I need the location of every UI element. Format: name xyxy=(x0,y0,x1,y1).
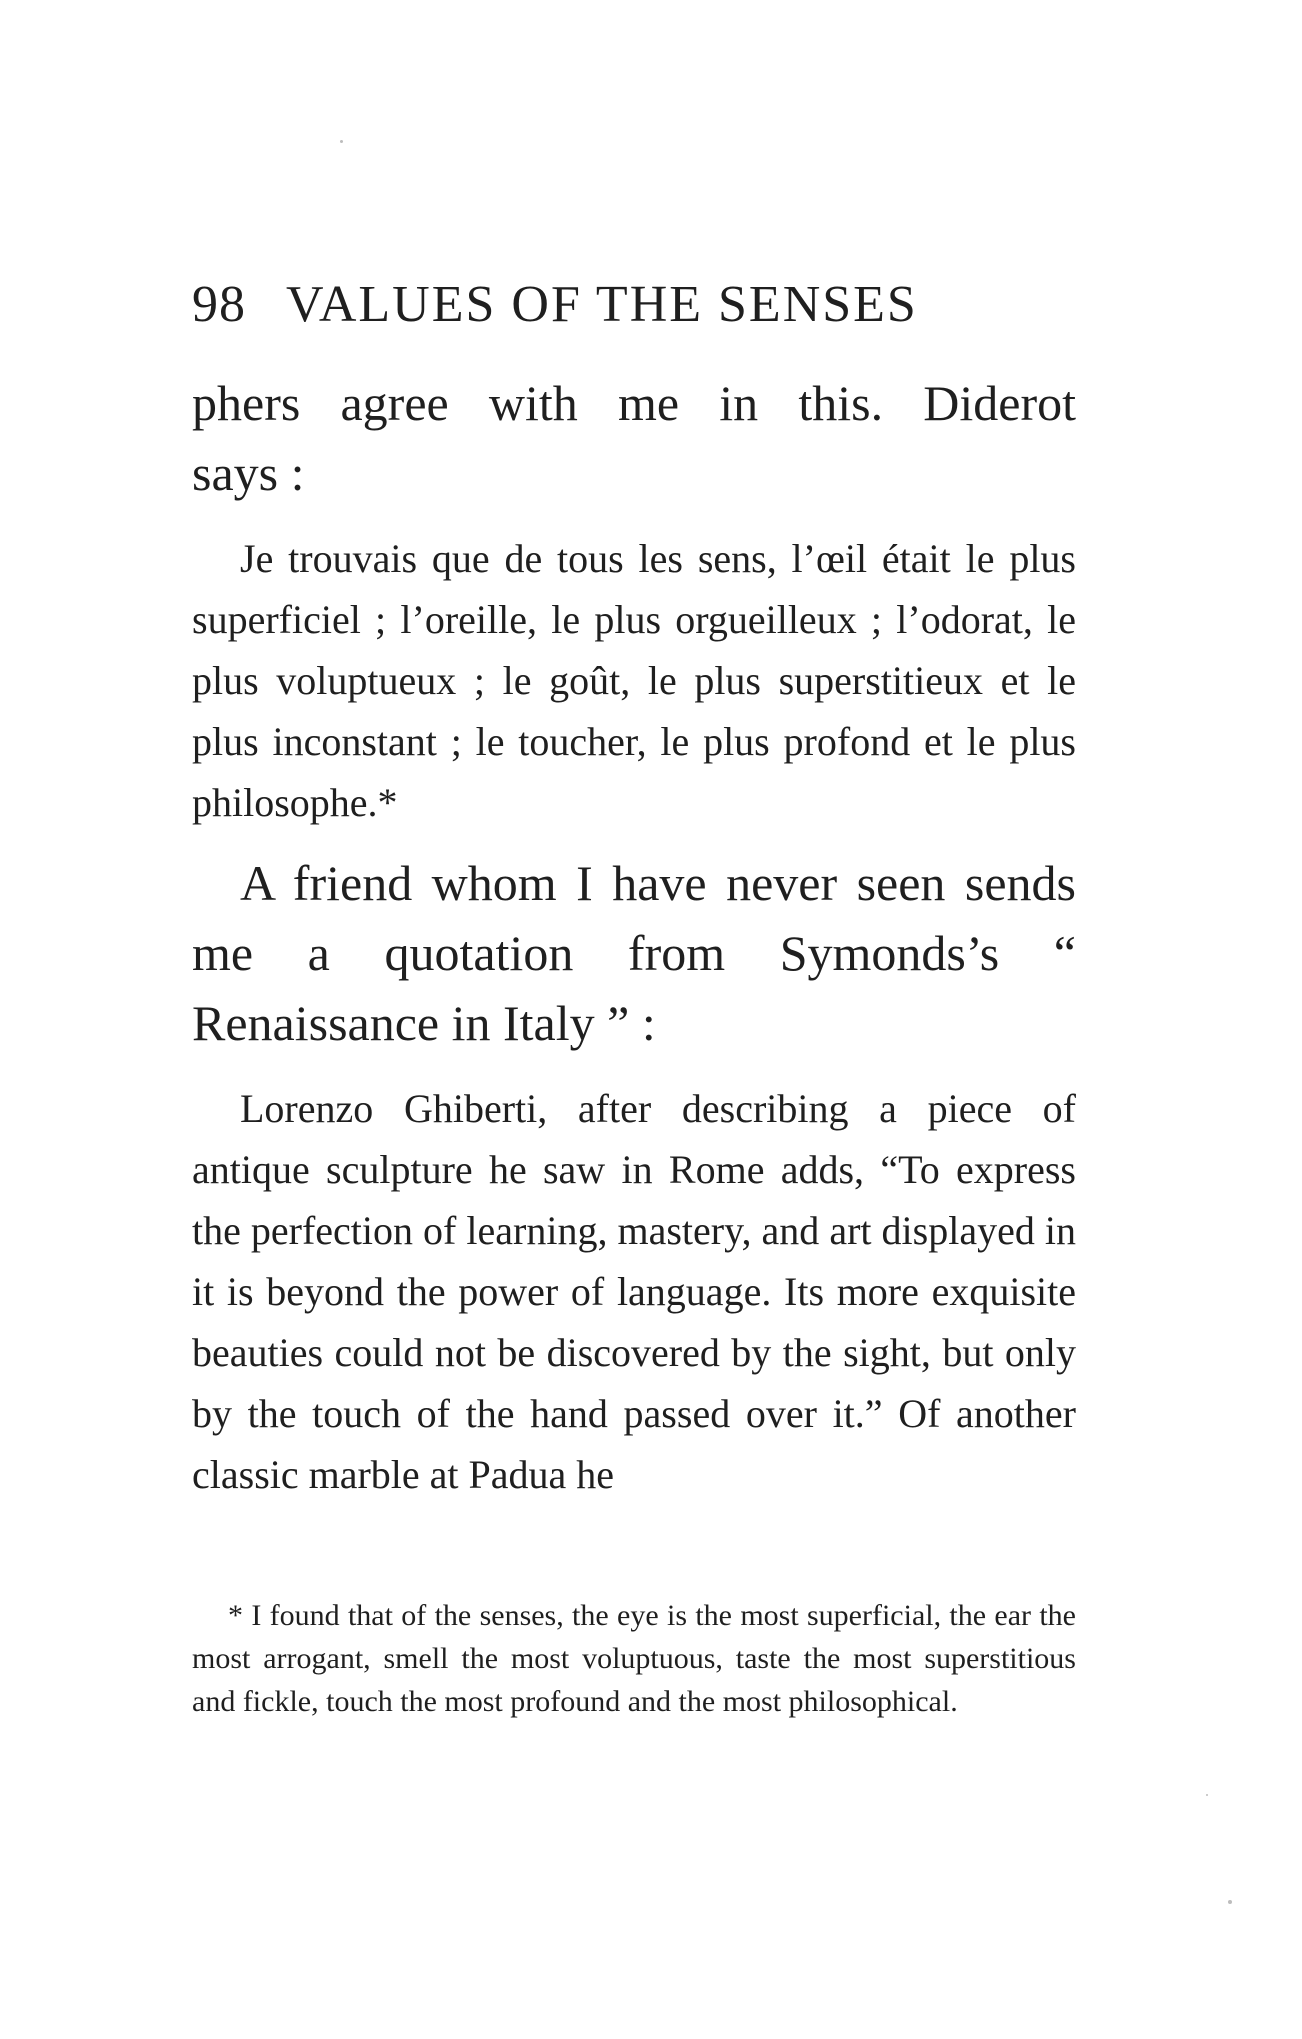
opening-line-1: phers agree with me in this. Diderot xyxy=(192,375,1076,431)
paper-speck xyxy=(340,140,343,143)
diderot-quote-text: Je trouvais que de tous les sens, l’œil était le plus superficiel ; l’oreille, le plus orgueilleux ; l’odorat, le plus voluptueux ; le goût, le plus superstitieux et le plus inconstant ; le toucher, le plus profond et le plus philosophe.* xyxy=(192,536,1076,825)
friend-paragraph xyxy=(192,848,1076,1058)
running-header xyxy=(192,270,1076,340)
ghiberti-quote-text: Lorenzo Ghiberti, after describing a piece of antique sculpture he saw in Rome adds, “To express the perfection of learning, mastery, and art displayed in it is beyond the power of language. Its more exquisite beauties could not be discovered by the sight, but only by the touch of the hand passed over it.” Of another classic marble at Padua he xyxy=(192,1086,1076,1497)
opening-line-2: says : xyxy=(192,445,305,501)
paper-speck xyxy=(1206,1794,1208,1796)
opening-paragraph xyxy=(192,368,1076,508)
page-number: 98 xyxy=(192,276,246,333)
paper-speck xyxy=(1228,1900,1232,1904)
diderot-quote xyxy=(192,528,1076,833)
running-title: VALUES OF THE SENSES xyxy=(286,276,918,333)
footnote-text: * I found that of the senses, the eye is the most superficial, the ear the most arrogant, smell the most voluptuous, taste the most superstitious and fickle, touch the most profound and the most philosophical. xyxy=(192,1599,1076,1718)
ghiberti-quote xyxy=(192,1078,1076,1505)
friend-paragraph-text: A friend whom I have never seen sends me a quotation from Symonds’s “ Renaissance in Italy ” : xyxy=(192,855,1076,1051)
footnote xyxy=(192,1594,1076,1723)
